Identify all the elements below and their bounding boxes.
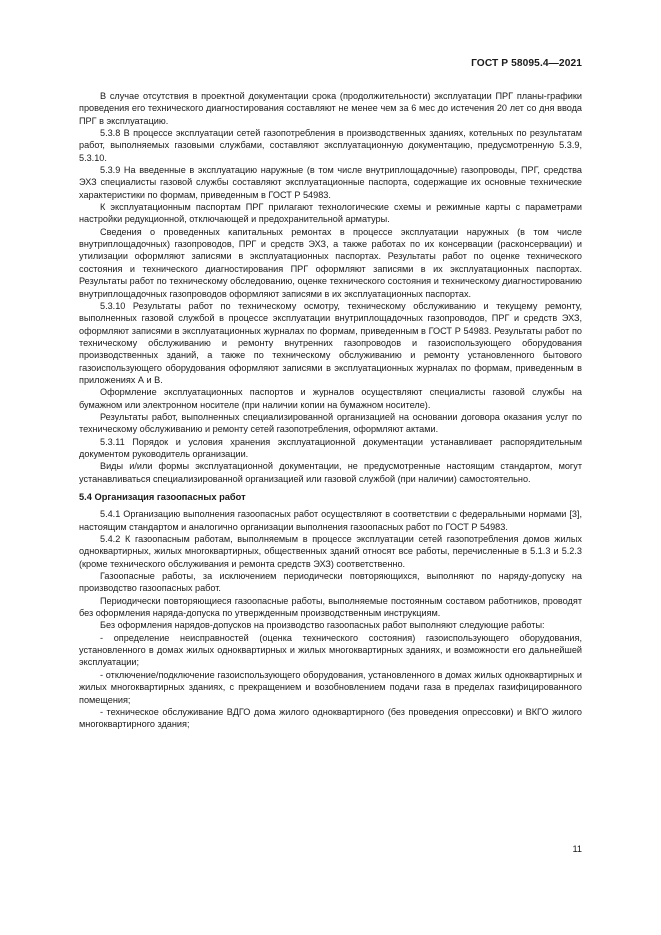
list-item: - определение неисправностей (оценка технического состояния) газоиспользующего оборудования, установленного в домах жилых одноквартирных и жилых многоквартирных зданиях, и возможности его дальнейшей эксплуатации; xyxy=(79,632,582,668)
document-body xyxy=(79,90,582,731)
page-number: 11 xyxy=(572,844,582,854)
paragraph: Виды и/или формы эксплуатационной документации, не предусмотренные настоящим стандартом, могут устанавливаться специализированной организацией или газовой службой (при наличии) самостоятельно. xyxy=(79,461,582,484)
paragraph: Без оформления нарядов-допусков на производство газоопасных работ выполняют следующие работы: xyxy=(100,620,545,631)
paragraph: 5.4.2 К газоопасным работам, выполняемым в процессе эксплуатации сетей газопотребления домов жилых одноквартирных, жилых многоквартирных, общественных зданий относят все работы, перечисленные в 5.1.3 и 5.2.3 (кроме технического обслуживания и ремонта средств ЭХЗ) соответственно. xyxy=(79,534,582,569)
paragraph: 5.3.10 Результаты работ по техническому осмотру, техническому обслуживанию и текущему ремонту, выполненных газовой службой в процессе эксплуатации внутриплощадочных газопроводов, ПРГ и средств ЭХЗ, оформляют записями в эксплуатационных журналах по формам, приведенным в ГОСТ Р 54983. Результаты работ по техническому обслуживанию и ремонту внутренних газопроводов и газоиспользующего оборудования производственных зданий, а также по техническому обслуживанию и ремонту установленного бытового газоиспользующего оборудования оформляют записями в эксплуатационных журналах по формам, приведенным в приложениях А и В. xyxy=(79,300,582,385)
paragraph: Оформление эксплуатационных паспортов и журналов осуществляют специалисты газовой службы на бумажном или электронном носителе (при наличии копии на бумажном носителе). xyxy=(79,387,582,410)
list-item: - отключение/подключение газоиспользующего оборудования, установленного в домах жилых одноквартирных и жилых многоквартирных зданиях, с прекращением и возобновлением подачи газа в пределах газифицированного помещения; xyxy=(79,669,582,705)
paragraph: К эксплуатационным паспортам ПРГ прилагают технологические схемы и режимные карты с параметрами настройки редукционной, отключающей и предохранительной арматуры. xyxy=(79,202,582,225)
paragraph: Сведения о проведенных капитальных ремонтах в процессе эксплуатации наружных (в том числе внутриплощадочных) газопроводов, ПРГ и средств ЭХЗ, а также работах по их консервации (расконсервации) и утилизации оформляют записями в эксплуатационных паспортах. Результаты работ по оценке технического состояния и технического диагностирования ПРГ оформляют записями в их эксплуатационных паспортах. Результаты работ по техническому обследованию, оценке технического состояния и техническому диагностированию внутриплощадочных газопроводов оформляют записями в их эксплуатационных паспортах. xyxy=(79,226,582,299)
paragraph: 5.3.8 В процессе эксплуатации сетей газопотребления в производственных зданиях, котельных по результатам работ, выполняемых газовыми службами, составляют эксплуатационную документацию, предусмотренную 5.3.9, 5.3.10. xyxy=(79,128,582,163)
paragraph: Газоопасные работы, за исключением периодически повторяющихся, выполняют по наряду-допуску на производство газоопасных работ. xyxy=(79,571,582,594)
section-heading: 5.4 Организация газоопасных работ xyxy=(79,492,246,502)
paragraph: 5.3.9 На введенные в эксплуатацию наружные (в том числе внутриплощадочные) газопроводы, ПРГ, средства ЭХЗ специалисты газовой службы составляют эксплуатационные паспорта, содержащие их основные технические характеристики по формам, приведенным в ГОСТ Р 54983. xyxy=(79,165,582,200)
paragraph: 5.4.1 Организацию выполнения газоопасных работ осуществляют в соответствии с федеральными нормами [3], настоящим стандартом и аналогично организации выполнения газоопасных работ по ГОСТ Р 54983. xyxy=(79,509,582,532)
document-code-header: ГОСТ Р 58095.4—2021 xyxy=(471,58,582,69)
paragraph: Периодически повторяющиеся газоопасные работы, выполняемые постоянным составом работников, проводят без оформления наряда-допуска по утвержденным производственным инструкциям. xyxy=(79,595,582,619)
list-item: - техническое обслуживание ВДГО дома жилого одноквартирного (без проведения опрессовки) и ВКГО жилого многоквартирного здания; xyxy=(79,706,582,730)
paragraph: 5.3.11 Порядок и условия хранения эксплуатационной документации устанавливает распорядительным документом руководитель организации. xyxy=(79,436,582,459)
paragraph: Результаты работ, выполненных специализированной организацией на основании договора оказания услуг по техническому обслуживанию и ремонту сетей газопотребления, оформляют актами. xyxy=(79,411,582,435)
paragraph: В случае отсутствия в проектной документации срока (продолжительности) эксплуатации ПРГ планы-графики проведения его технического диагностирования составляют не менее чем за 6 мес до истечения 20 лет со дня ввода ПРГ в эксплуатацию. xyxy=(79,91,582,126)
